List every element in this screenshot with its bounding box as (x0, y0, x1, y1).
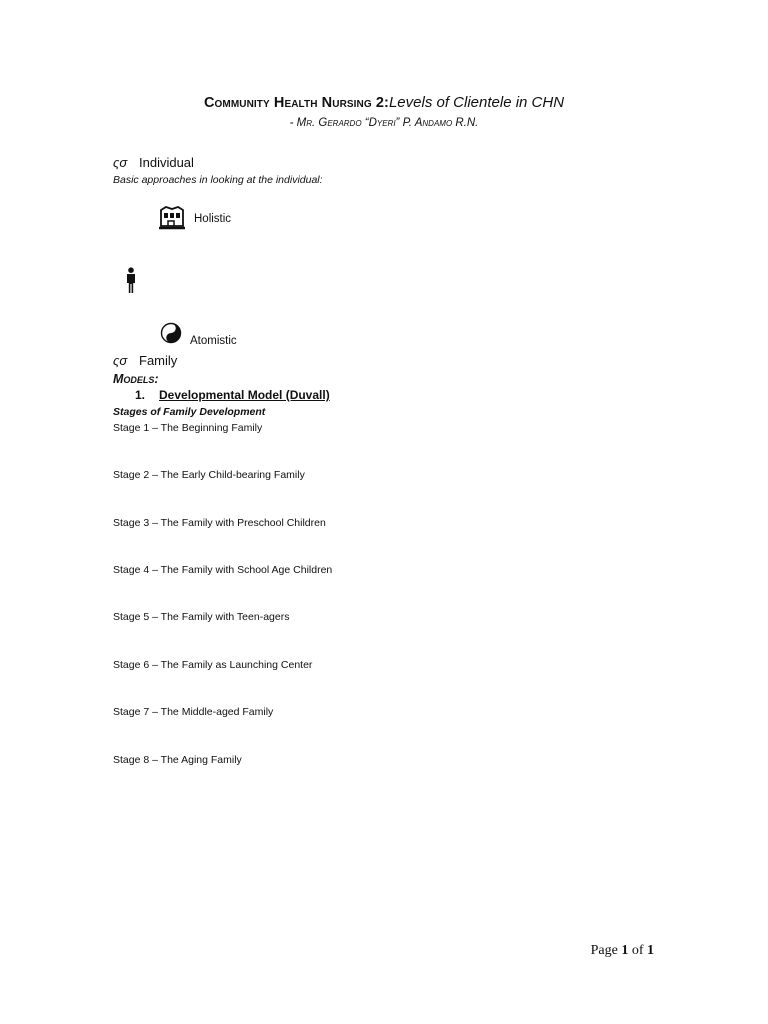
person-icon (124, 267, 138, 300)
page-total: 1 (647, 943, 654, 958)
building-icon (158, 204, 186, 233)
stage-item: Stage 4 – The Family with School Age Children (113, 564, 333, 576)
section-family-heading (113, 353, 177, 368)
page-current: 1 (621, 943, 629, 958)
individual-intro: Basic approaches in looking at the individual: (113, 174, 323, 186)
approach-atomistic (160, 322, 237, 347)
document-title (0, 94, 768, 111)
model-name: Developmental Model (Duvall) (159, 388, 330, 402)
stage-item: Stage 5 – The Family with Teen-agers (113, 611, 290, 623)
page-number-footer (591, 943, 654, 959)
author-line: - Mr. Gerardo “Dyeri” P. Andamo R.N. (289, 117, 479, 129)
individual-heading-text: Individual (139, 155, 194, 170)
page-word: Page (590, 943, 618, 958)
stage-item: Stage 6 – The Family as Launching Center (113, 659, 313, 671)
models-label: Models: (113, 372, 159, 386)
bullet-icon: ςσ (113, 353, 128, 368)
of-word: of (631, 943, 644, 958)
stage-item: Stage 8 – The Aging Family (113, 754, 242, 766)
approach-holistic (158, 204, 231, 233)
title-main: Community Health Nursing 2: (203, 95, 389, 111)
approach-label: Atomistic (190, 334, 237, 347)
bullet-icon: ςσ (113, 155, 128, 170)
stages-heading: Stages of Family Development (113, 406, 266, 418)
approach-label: Holistic (194, 212, 232, 225)
model-item (135, 388, 330, 402)
stage-item: Stage 2 – The Early Child-bearing Family (113, 469, 305, 481)
family-heading-text: Family (139, 353, 178, 368)
title-subtitle: Levels of Clientele in CHN (388, 94, 565, 111)
stage-item: Stage 7 – The Middle-aged Family (113, 706, 274, 718)
section-individual-heading (113, 155, 194, 170)
yin-yang-icon (160, 322, 182, 347)
model-number: 1. (135, 388, 146, 402)
stage-item: Stage 3 – The Family with Preschool Children (113, 517, 326, 529)
stage-item: Stage 1 – The Beginning Family (113, 422, 263, 434)
